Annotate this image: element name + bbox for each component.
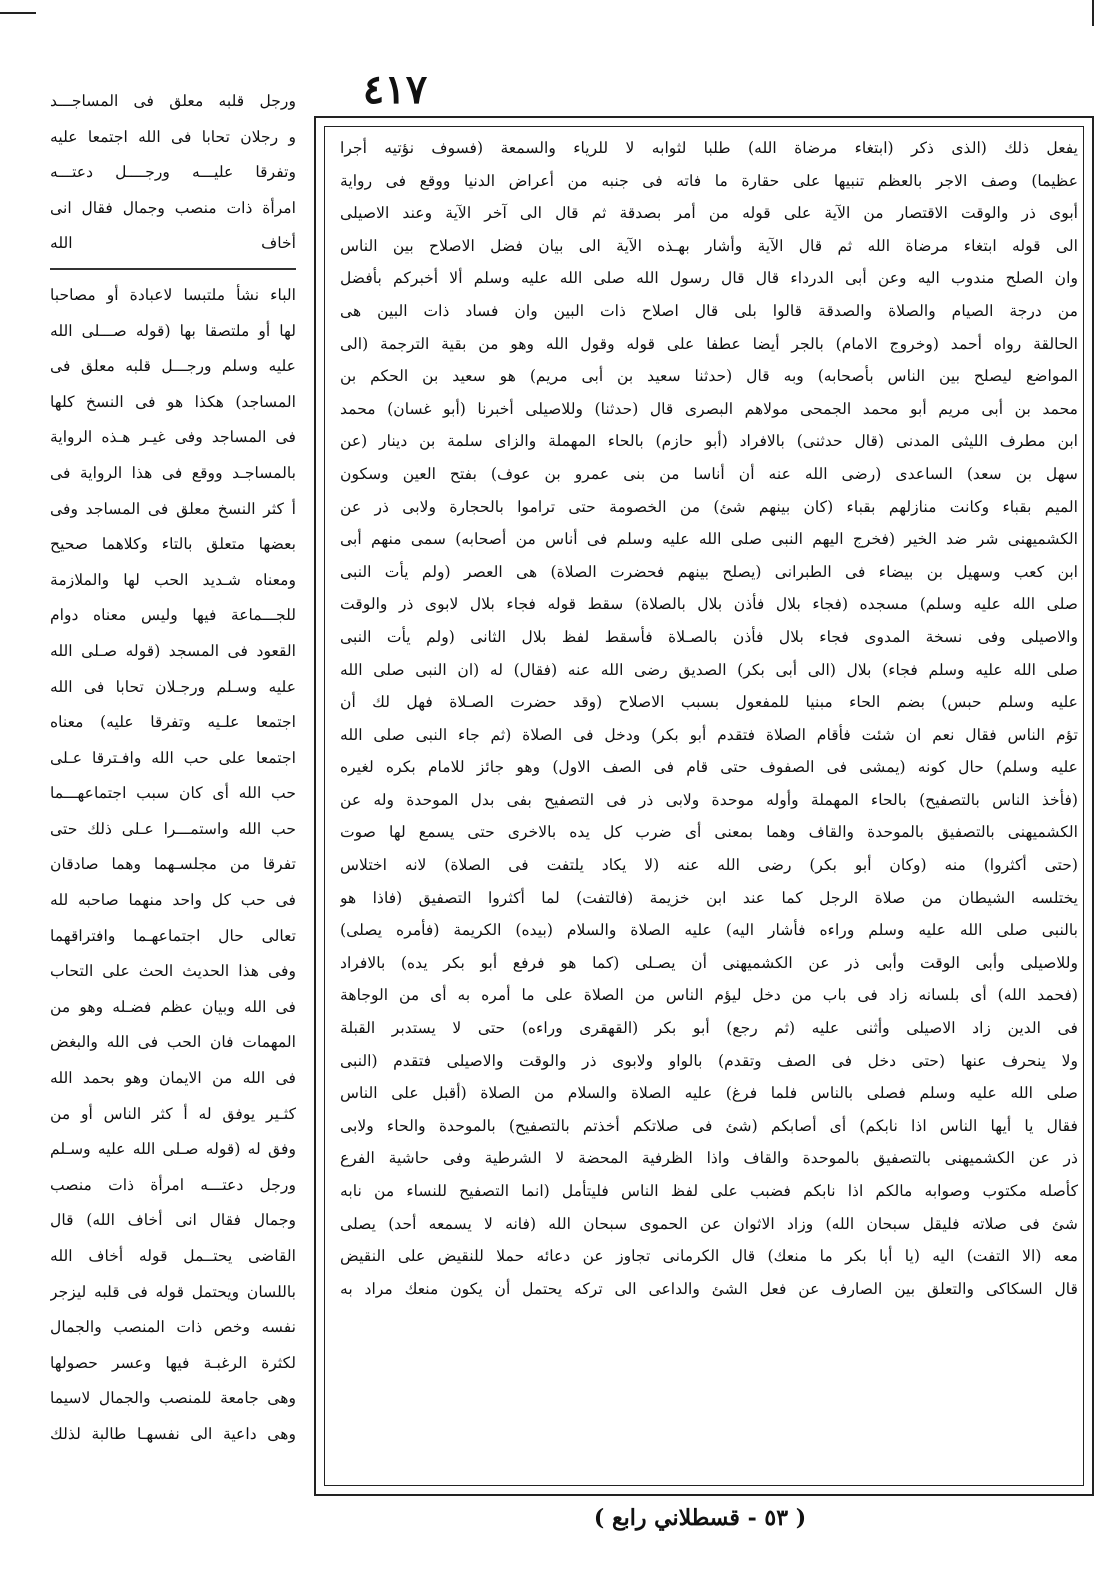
text-line: ابن كعب وسهيل بن بيضاء فى الطبرانى (يصلح بينهم فحضرت الصلاة) هى العصر (ولم يأت النبى: [340, 562, 1078, 581]
text-line: نفسه وخص ذات المنصب والجمال: [50, 1318, 296, 1337]
text-line: القعود فى المسجد (قوله صـلى الله: [50, 641, 296, 660]
text-line: الى قوله ابتغاء مرضاة الله ثم قال الآية وأشار بهـذه الآية الى بيان فضل الاصلاح بين الناس: [340, 236, 1078, 255]
text-line: و رجلان تحابا فى الله اجتمعا عليه: [50, 127, 296, 146]
footer-signature: ( ٥٣ - قسطلاني رابع ): [593, 1505, 807, 1531]
text-line: المهمات فان الحب فى الله والبغض: [50, 1033, 296, 1052]
text-line: وفق له (قوله صـلى الله عليه وسـلم: [50, 1140, 296, 1159]
text-line: القاضى يحتــمل قوله أخاف الله: [50, 1247, 296, 1265]
text-line: ورجل قلبه معلق فى المساجـــد: [50, 92, 296, 110]
text-line: (فأخذ الناس بالتصفيح) بالحاء المهملة وأوله موحدة ولابى ذر فى التصفيح بفى بدل الموحدة وله عن: [340, 790, 1078, 809]
text-line: اجتمعا على حب الله وافـترقا عـلى: [50, 748, 296, 767]
text-line: حب الله واستمـــرا عـلى ذلك حتى: [50, 819, 296, 838]
text-line: والاصيلى وفى نسخة المدوى فجاء بلال فأذن بالصـلاة فأسقط لفظ بلال الثانى (ولم يأت النبى: [340, 627, 1078, 646]
text-line: عليه وسلم) حال كونه (يمشى فى الصفوف حتى قام فى الصف الاول) وهو جائز للامام بكره لغيره: [340, 758, 1078, 777]
text-line: معه (الا التفت) اليه (يا أبا بكر ما منعك) قال الكرمانى تجاوز عن دعائه حملا للنقيض على النقيض: [340, 1247, 1078, 1266]
text-line: عليه وسلم حبس) بضم الحاء مبنيا للمفعول بسبب الاصلاح (وقد حضرت الصـلاة فهل لك أن: [340, 693, 1078, 712]
text-line: بالنبى صلى الله عليه وسلم وراءه فأشار اليه) عليه الصلاة والسلام (بيده) الكريمة (فأمره يصلى): [340, 921, 1078, 940]
text-line: قال السكاكى والتعلق بين الصارف عن فعل الشئ والداعى الى تركه يحتمل أن يكون منعك مراد به: [340, 1279, 1078, 1298]
text-line: وجمال فقال انى أخاف الله) قال: [50, 1211, 296, 1230]
text-line: ولا ينحرف عنها (حتى دخل فى الصف وتقدم) بالواو ولابوى ذر والوقت والاصيلى فتقدم (النبى: [340, 1051, 1078, 1070]
text-line: الكشميهنى بالتصفيق بالموحدة والقاف وهما بمعنى أى ضرب كل يده بالاخرى حتى يسمع لها صوت: [340, 823, 1078, 842]
text-line: الحالقة رواه أحمد (وخروج الامام) بالجر أيضا عطفا على قوله وقول الله وهو من بقية الترجمة (الى: [340, 334, 1078, 353]
text-line: فى الدين زاد الاصيلى وأثنى عليه (ثم رجع) أبو بكر (القهقرى وراءه) حتى لا يستدبر القبلة: [340, 1019, 1078, 1038]
text-line: شئ فى صلاته فليقل سبحان الله) وزاد الاثوان عن الحموى سبحان الله (فانه لا يسمعه أحد) يصلى: [340, 1214, 1078, 1233]
text-line: باللسان ويحتمل قوله فى قلبه ليزجر: [50, 1282, 296, 1301]
text-line: فى الله وبيان عظم فضـله وهو من: [50, 997, 296, 1016]
text-line: الباء نشأ ملتبسا لاعبادة أو مصاحبا: [50, 285, 296, 304]
text-line: اجتمعا علـيه وتفرقا عليه) معناه: [50, 713, 296, 732]
text-line: يختلسه الشيطان من صلاة الرجل كما عند ابن خزيمة (فالتفت) لما أكثروا التصفيق (فاذا هو: [340, 888, 1078, 907]
text-line: أ كثر النسخ معلق فى المساجد وفى: [50, 499, 296, 518]
text-line: من درجة الصيام والصلاة والصدقة قالوا بلى قال اصلاح ذات البين وان فساد ذات البين هى: [340, 301, 1078, 320]
text-line: حب الله أى كان سبب اجتماعهـــما: [50, 784, 296, 803]
side-commentary-column: [50, 84, 296, 1570]
main-commentary-text: [340, 132, 1078, 1484]
text-line: وللاصيلى وأبى الوقت وأبى ذر عن الكشميهنى أن يصـلى (كما هو فرفع أبو بكر يده) بالافراد: [340, 953, 1078, 972]
text-line: المواضع ليصلح بين الناس بأصحابه) وبه قال (حدثنا سعيد بن أبى مريم) هو سعيد بن الحكم بن: [340, 367, 1078, 386]
text-line: عليه وسلم ورجـــل قلبه معلق فى: [50, 357, 296, 376]
text-line: محمد بن أبى مريم أبو محمد الجمحى مولاهم البصرى قال (حدثنا) وللاصيلى أخبرنا (أبو غسان) محمد: [340, 399, 1078, 418]
text-line: (حتى أكثروا) منه (وكان أبو بكر) رضى الله عنه (لا يكاد يلتفت فى الصلاة) لانه اختلاس: [340, 856, 1078, 875]
text-line: يفعل ذلك (الذى ذكر (ابتغاء مرضاة الله) طلبا لثوابه لا للرياء والسمعة (فسوف نؤتيه أجرا: [340, 139, 1078, 157]
text-line: كأصله مكتوب وصوابه مالكم اذا نابكم فضبب على لفظ الناس فليتأمل (انما التصفيح للنساء من نابه: [340, 1182, 1078, 1200]
text-line: وهى جامعة للمنصب والجمال لاسيما: [50, 1389, 296, 1408]
text-line: أبوى ذر والوقت الاقتصار من الآية على قوله من أمر بصدقة ثم قال الى آخر الآية وعند الاصيلى: [340, 204, 1078, 223]
text-line: أخاف الله: [50, 234, 296, 253]
corner-mark: [1092, 0, 1094, 26]
page-number: ٤١٧: [362, 66, 428, 113]
text-line: سهل بن سعد) الساعدى (رضى الله عنه أن أناسا من بنى عمرو بن عوف) بفتح العين وسكون: [340, 464, 1078, 483]
text-line: فى المساجد وفى غيـر هـذه الرواية: [50, 428, 296, 447]
text-line: عليه وسـلم ورجـلان تحابا فى الله: [50, 677, 296, 696]
text-line: ذر عن الكشميهنى بالتصفيق بالموحدة والقاف واذا الظرفية المحضة لا الشرطية وفى حاشية الفرع: [340, 1149, 1078, 1168]
text-line: كثـير يوفق له أ كثر الناس أو من: [50, 1104, 296, 1123]
top-left-rule: [0, 12, 36, 14]
main-text-frame: [314, 116, 1094, 1496]
side-hadith-excerpt: [50, 84, 296, 262]
text-line: (فحمد الله) أى بلسانه زاد فى باب من دخل ليؤم الناس من الصلاة على ما أمره به أى من الوجاهة: [340, 986, 1078, 1005]
text-line: الكشميهنى شر ضد الخير (فخرج اليهم النبى صلى الله عليه وسلم فى أناس من أصحابه) سمى منهم أبى: [340, 530, 1078, 549]
text-line: فقال يا أيها الناس اذا نابكم) أى أصابكم (شئ فى صلاتكم أخذتم بالتصفيح) بالموحدة والحاء ولابى: [340, 1116, 1078, 1135]
text-line: ومعناه شـديد الحب لها والملازمة: [50, 570, 296, 589]
text-line: وان الصلح مندوب اليه وعن أبى الدرداء قال قال رسول الله صلى الله عليه وسلم ألا أخبركم بأفضل: [340, 269, 1078, 288]
text-line: امرأة ذات منصب وجمال فقال انى: [50, 198, 296, 217]
text-line: لكثرة الرغبـة فيها وعسر حصولها: [50, 1353, 296, 1372]
text-line: عظيما) وصف الاجر بالعظم تنبيها على حقارة ما فاته فى جنبه من أعراض الدنيا ووقع فى رواية: [340, 171, 1078, 190]
text-line: ورجل دعتـــه امرأة ذات منصب: [50, 1175, 296, 1194]
text-line: وتفرقا عليـــه ورجــــل دعتـــه: [50, 163, 296, 182]
text-line: الميم بقباء وكانت منازلهم بقباء (كان بينهم شئ) من الخصومة حتى تراموا بالحجارة ولابى ذر عن: [340, 497, 1078, 516]
text-line: صلى الله عليه وسلم) مسجده (فجاء بلال فأذن بلال بالصلاة) سقط قوله فجاء بلال لابوى ذر والوقت: [340, 595, 1078, 614]
text-line: تؤم الناس فقال نعم ان شئت فأقام الصلاة فتقدم أبو بكر) ودخل فى الصلاة (ثم جاء النبى صلى الله: [340, 725, 1078, 744]
text-line: بعضها متعلق بالتاء وكلاهما صحيح: [50, 535, 296, 554]
text-line: المساجد) هكذا هو فى النسخ كلها: [50, 392, 296, 411]
text-line: وهى داعية الى نفسهـا طالبة لذلك: [50, 1424, 296, 1443]
text-line: صلى الله عليه وسلم فصلى بالناس فلما فرغ) عليه الصلاة والسلام من الصلاة (أقبل على الناس: [340, 1084, 1078, 1103]
text-line: فى حب كل واحد منهما صاحبه لله: [50, 891, 296, 910]
side-commentary-text: [50, 278, 296, 1453]
text-line: فى الله من الايمان وهو بحمد الله: [50, 1069, 296, 1088]
text-line: وفى هذا الحديث الحث على التحاب: [50, 962, 296, 981]
text-line: تفرقا من مجلسـهما وهما صادقان: [50, 855, 296, 874]
text-line: صلى الله عليه وسلم فجاء) بلال (الى أبى بكر) الصديق رضى الله عنه (فقال) له (ان النبى صلى الله: [340, 660, 1078, 679]
text-line: تعالى حال اجتماعهـما وافتراقهما: [50, 926, 296, 945]
text-line: ابن مطرف الليثى المدنى (قال حدثنى) بالافراد (أبو حازم) بالحاء المهملة والزاى سلمة بن دينار (عن: [340, 432, 1078, 451]
text-line: بالمساجـد ووقع فى هذا الرواية فى: [50, 463, 296, 482]
side-divider: [50, 268, 296, 270]
text-line: لها أو ملتصقا بها (قوله صـــلى الله: [50, 321, 296, 340]
text-line: للجـــماعة فيها وليس معناه دوام: [50, 606, 296, 625]
